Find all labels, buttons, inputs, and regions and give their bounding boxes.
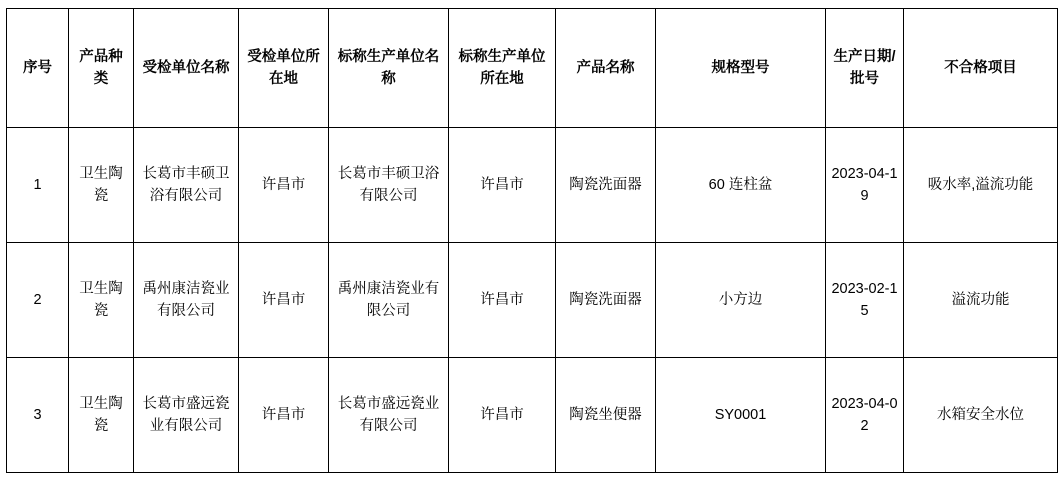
column-header-index: 序号 [7, 9, 69, 128]
cell-index: 2 [7, 243, 69, 358]
table-row [7, 243, 1058, 358]
cell-inspected-unit: 禹州康洁瓷业有限公司 [134, 243, 239, 358]
column-header-product-name: 产品名称 [556, 9, 656, 128]
column-header-model: 规格型号 [656, 9, 826, 128]
cell-inspected-unit: 长葛市丰硕卫浴有限公司 [134, 128, 239, 243]
cell-inspected-unit: 长葛市盛远瓷业有限公司 [134, 358, 239, 473]
cell-nominal-producer: 长葛市丰硕卫浴有限公司 [329, 128, 449, 243]
cell-category: 卫生陶瓷 [69, 243, 134, 358]
cell-product-name: 陶瓷坐便器 [556, 358, 656, 473]
column-header-nominal-producer: 标称生产单位名称 [329, 9, 449, 128]
cell-nominal-producer: 长葛市盛远瓷业有限公司 [329, 358, 449, 473]
cell-model: 60 连柱盆 [656, 128, 826, 243]
cell-category: 卫生陶瓷 [69, 128, 134, 243]
column-header-failed-items: 不合格项目 [904, 9, 1058, 128]
cell-nominal-location: 许昌市 [449, 128, 556, 243]
cell-inspected-location: 许昌市 [239, 243, 329, 358]
column-header-inspected-location: 受检单位所在地 [239, 9, 329, 128]
cell-model: SY0001 [656, 358, 826, 473]
cell-category: 卫生陶瓷 [69, 358, 134, 473]
cell-product-name: 陶瓷洗面器 [556, 243, 656, 358]
column-header-production-date: 生产日期/批号 [826, 9, 904, 128]
inspection-results-table [6, 8, 1058, 473]
cell-nominal-location: 许昌市 [449, 358, 556, 473]
column-header-nominal-location: 标称生产单位所在地 [449, 9, 556, 128]
cell-index: 1 [7, 128, 69, 243]
table-header-row [7, 9, 1058, 128]
cell-failed-items: 吸水率,溢流功能 [904, 128, 1058, 243]
cell-production-date: 2023-02-15 [826, 243, 904, 358]
cell-nominal-location: 许昌市 [449, 243, 556, 358]
cell-failed-items: 水箱安全水位 [904, 358, 1058, 473]
table-row [7, 128, 1058, 243]
cell-index: 3 [7, 358, 69, 473]
cell-production-date: 2023-04-02 [826, 358, 904, 473]
cell-production-date: 2023-04-19 [826, 128, 904, 243]
table-row [7, 358, 1058, 473]
cell-nominal-producer: 禹州康洁瓷业有限公司 [329, 243, 449, 358]
column-header-inspected-unit: 受检单位名称 [134, 9, 239, 128]
cell-product-name: 陶瓷洗面器 [556, 128, 656, 243]
cell-model: 小方边 [656, 243, 826, 358]
cell-inspected-location: 许昌市 [239, 128, 329, 243]
cell-failed-items: 溢流功能 [904, 243, 1058, 358]
cell-inspected-location: 许昌市 [239, 358, 329, 473]
column-header-category: 产品种类 [69, 9, 134, 128]
